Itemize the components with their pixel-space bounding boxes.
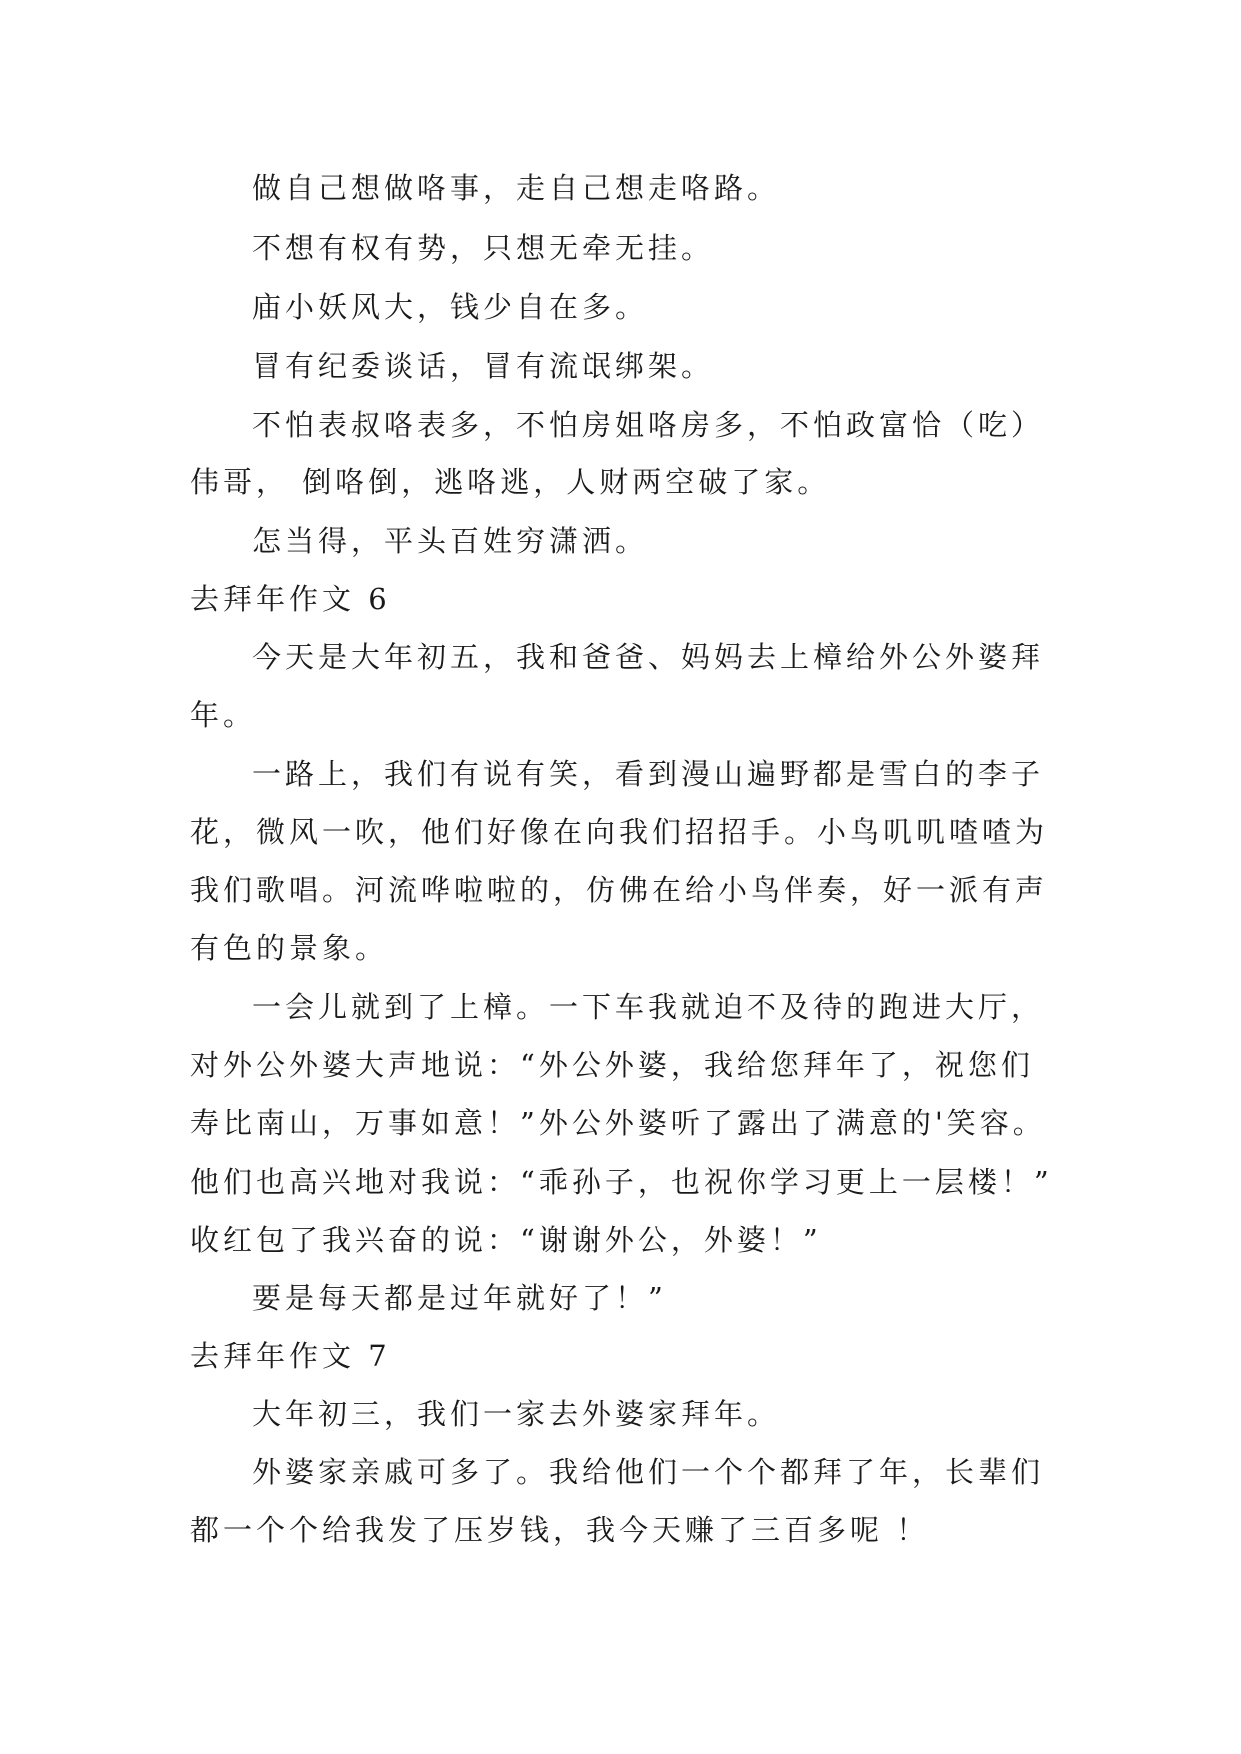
text-line: 外婆家亲戚可多了。我给他们一个个都拜了年，长辈们: [252, 1455, 1045, 1489]
text-line: 伟哥， 倒咯倒，逃咯逃，人财两空破了家。: [190, 465, 831, 499]
text-line: 大年初三，我们一家去外婆家拜年。: [252, 1397, 781, 1431]
text-line: 一会儿就到了上樟。一下车我就迫不及待的跑进大厅，: [252, 990, 1045, 1024]
text-line: 收红包了我兴奋的说：“谢谢外公，外婆！”: [190, 1223, 822, 1257]
text-line: 有色的景象。: [190, 931, 389, 965]
text-line: 我们歌唱。河流哗啦啦的，仿佛在给小鸟伴奏，好一派有声: [190, 873, 1049, 907]
text-line: 都一个个给我发了压岁钱，我今天赚了三百多呢 ！: [190, 1513, 930, 1547]
section-heading: 去拜年作文 6: [190, 582, 391, 616]
text-line: 花，微风一吹，他们好像在向我们招招手。小鸟叽叽喳喳为: [190, 815, 1049, 849]
text-line: 他们也高兴地对我说：“乖孙子，也祝你学习更上一层楼！”: [190, 1165, 1053, 1199]
text-line: 寿比南山，万事如意！”外公外婆听了露出了满意的'笑容。: [190, 1106, 1046, 1140]
text-line: 不怕表叔咯表多，不怕房姐咯房多，不怕政富恰（吃）: [252, 408, 1045, 442]
text-line: 今天是大年初五，我和爸爸、妈妈去上樟给外公外婆拜: [252, 640, 1045, 674]
text-line: 对外公外婆大声地说：“外公外婆，我给您拜年了，祝您们: [190, 1048, 1034, 1082]
text-line: 要是每天都是过年就好了！”: [252, 1281, 667, 1315]
text-line: 做自己想做咯事，走自己想走咯路。: [252, 171, 781, 205]
text-line: 怎当得，平头百姓穷潇洒。: [252, 524, 649, 558]
text-line: 庙小妖风大，钱少自在多。: [252, 290, 649, 324]
text-line: 冒有纪委谈话，冒有流氓绑架。: [252, 349, 715, 383]
section-heading: 去拜年作文 7: [190, 1339, 391, 1373]
text-line: 年。: [190, 698, 257, 732]
text-line: 一路上，我们有说有笑，看到漫山遍野都是雪白的李子: [252, 757, 1045, 791]
text-line: 不想有权有势，只想无牵无挂。: [252, 231, 715, 265]
